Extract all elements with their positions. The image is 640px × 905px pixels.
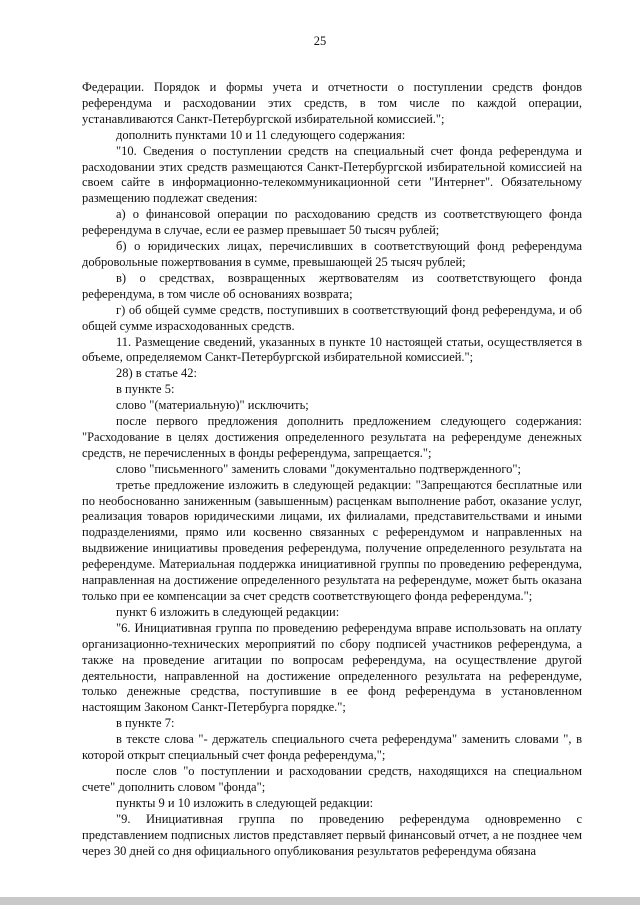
paragraph-subpoint-g: г) об общей сумме средств, поступивших в соответствующий фонд референдума, и об общей сумме израсходованных средств. bbox=[82, 302, 582, 333]
paragraph-point-11: 11. Размещение сведений, указанных в пункте 10 настоящей статьи, осуществляется в объеме, определяемом Санкт-Петербургской избирательной комиссией."; bbox=[82, 334, 582, 365]
paragraph-in-point-7: в пункте 7: bbox=[116, 716, 175, 731]
paragraph-points-9-10-header: пункты 9 и 10 изложить в следующей редакции: bbox=[116, 795, 374, 810]
paragraph-add-points: дополнить пунктами 10 и 11 следующего содержания: bbox=[116, 127, 406, 142]
paragraph-article-42: 28) в статье 42: bbox=[116, 366, 198, 381]
paragraph-remove-word: слово "(материальную)" исключить; bbox=[116, 398, 309, 413]
paragraph-point-10: "10. Сведения о поступлении средств на специальный счет фонда референдума и расходовании этих средств размещаются Санкт-Петербургской избирательной комиссией на своем сайте в информационно-телекоммуникационной сети "Интернет". Обязательному размещению подлежат сведения: bbox=[82, 143, 582, 206]
paragraph-third-sentence: третье предложение изложить в следующей редакции: "Запрещаются бесплатные или по необоснованно заниженным (завышенным) расценкам выполнение работ, оказание услуг, реализация товаров юридическими лицами, их филиалами, представительствами и иными подразделениями, прямо или косвенно связанных с референдумом и направленных на выдвижение инициативы проведения референдума, получение определенного результата на референдуме. Материальная поддержка инициативной группы по проведению референдума, направленная на достижение определенного результата на референдуме, может быть оказана только при ее компенсации за счет средств соответствующего фонда референдума."; bbox=[82, 477, 582, 603]
paragraph-add-sentence: после первого предложения дополнить предложением следующего содержания: "Расходование в целях достижения определенного результата на референдуме денежных средств, не перечисленных в фонды референдума, запрещается."; bbox=[82, 414, 582, 460]
document-body bbox=[82, 80, 582, 859]
paragraph-subpoint-b: б) о юридических лицах, перечисливших в соответствующий фонд референдума добровольные пожертвования в сумме, превышающей 25 тысяч рублей; bbox=[82, 239, 582, 269]
paragraph-point-6: "6. Инициативная группа по проведению референдума вправе использовать на оплату организационно-технических мероприятий по сбору подписей участников референдума, а также на проведение агитации по вопросам референдума, на осуществление другой деятельности, направленной на достижение определенного результата на референдуме, только денежные средства, поступившие в ее фонд референдума в установленном настоящим Законом Санкт-Петербурга порядке."; bbox=[82, 620, 582, 715]
paragraph-point-9: "9. Инициативная группа по проведению референдума одновременно с представлением подписных листов представляет первый финансовый отчет, а не позднее чем через 30 дней со дня официального опубликования результатов референдума обязана bbox=[82, 811, 582, 858]
page-bottom-edge bbox=[0, 897, 640, 905]
paragraph-add-fund-word: после слов "о поступлении и расходовании средств, находящихся на специальном счете" дополнить словом "фонда"; bbox=[82, 763, 582, 794]
paragraph-replace-holder: в тексте слова "- держатель специального счета референдума" заменить словами ", в которой открыт специальный счет фонда референдума,"; bbox=[82, 732, 582, 763]
paragraph-replace-word: слово "письменного" заменить словами "документально подтвержденного"; bbox=[116, 461, 521, 476]
paragraph-point-6-header: пункт 6 изложить в следующей редакции: bbox=[116, 604, 340, 619]
paragraph-subpoint-v: в) о средствах, возвращенных жертвователям из соответствующего фонда референдума, в том числе об основаниях возврата; bbox=[82, 270, 582, 301]
paragraph-continuation: Федерации. Порядок и формы учета и отчетности о поступлении средств фондов референдума и расходовании этих средств, в том числе по каждой операции, устанавливаются Санкт-Петербургской избирательной комиссией."; bbox=[82, 80, 582, 126]
paragraph-in-point-5: в пункте 5: bbox=[116, 382, 175, 397]
paragraph-subpoint-a: а) о финансовой операции по расходованию средств из соответствующего фонда референдума в случае, если ее размер превышает 50 тысяч рублей; bbox=[82, 207, 582, 238]
page-number: 25 bbox=[313, 34, 327, 48]
